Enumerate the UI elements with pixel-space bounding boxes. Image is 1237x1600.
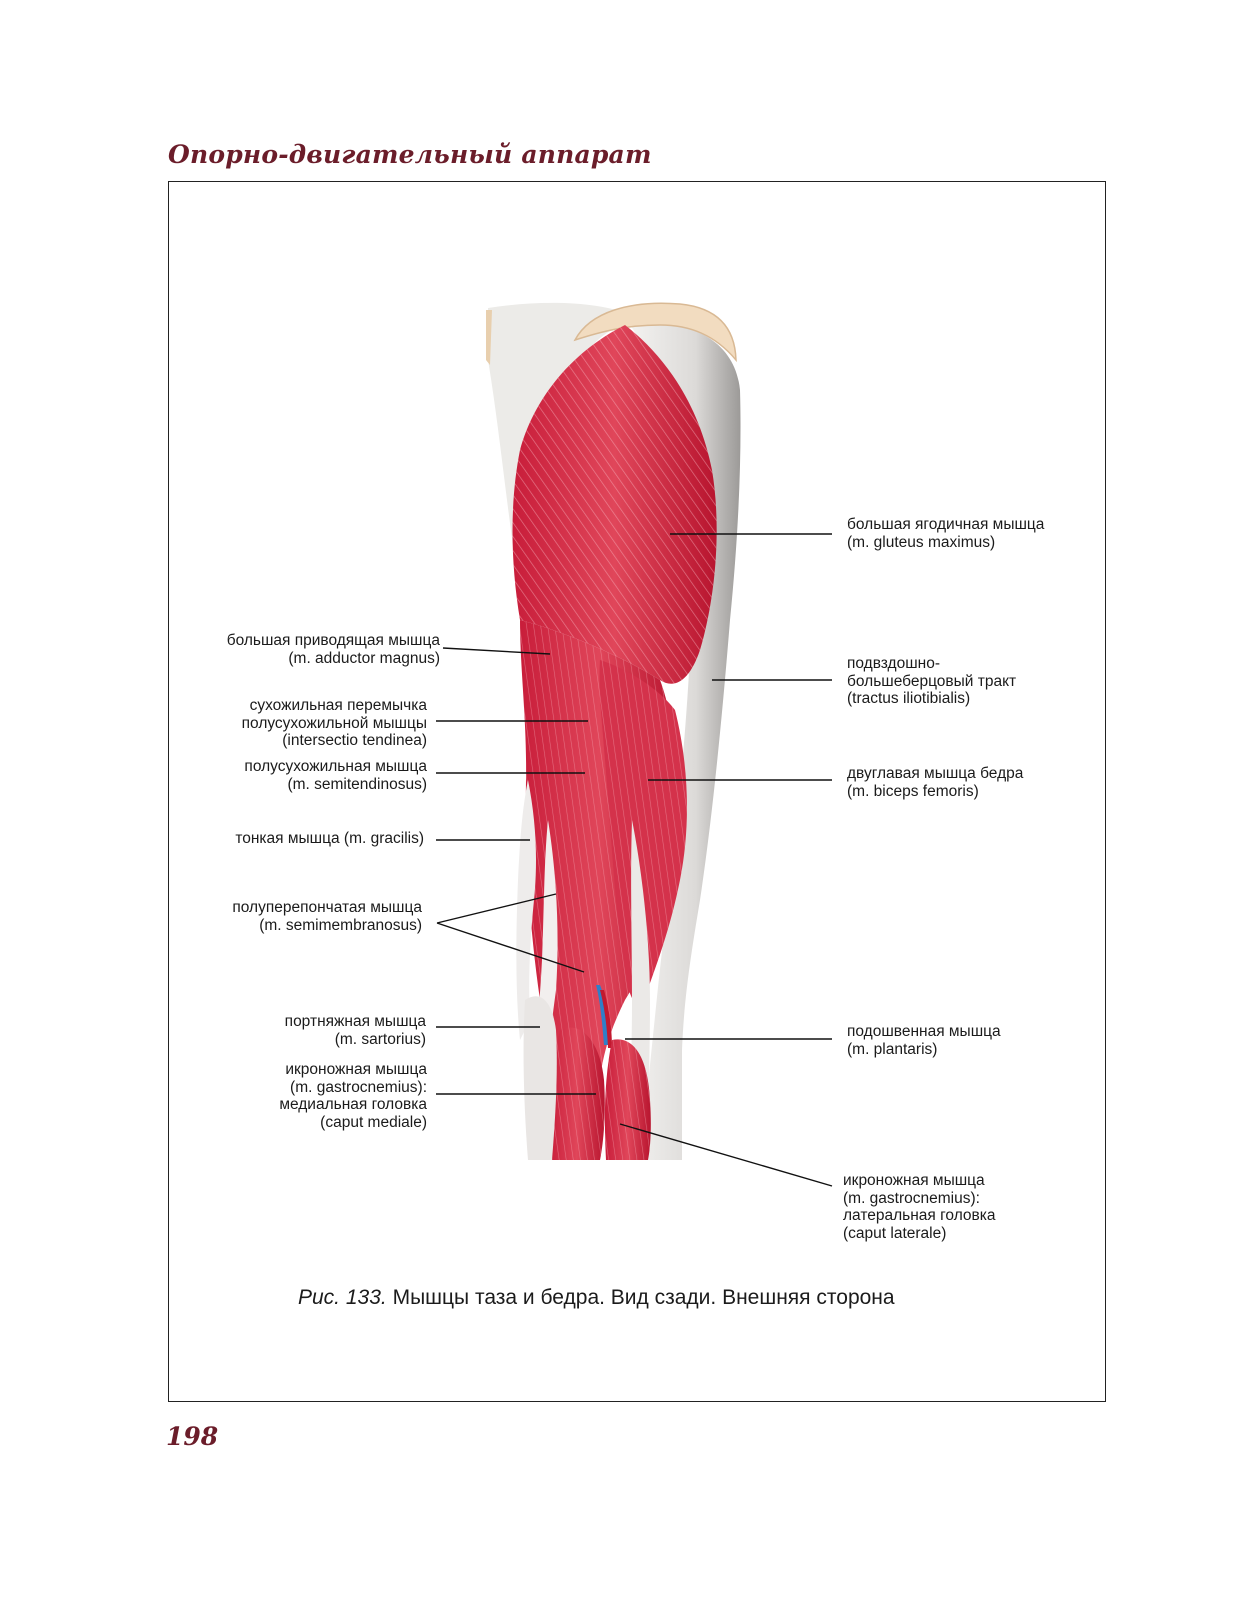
- label-biceps-femoris: двуглавая мышца бедра (m. biceps femoris): [847, 765, 1024, 800]
- label-semitendinosus: полусухожильная мышца (m. semitendinosus): [244, 758, 427, 793]
- page-header-title: Опорно-двигательный аппарат: [168, 140, 652, 169]
- figure-caption: [298, 1286, 895, 1310]
- label-gracilis: тонкая мышца (m. gracilis): [235, 830, 424, 847]
- label-gluteus-maximus: большая ягодичная мышца (m. gluteus maximus): [847, 516, 1045, 551]
- page-number: 198: [166, 1422, 219, 1451]
- label-semimembranosus: полуперепончатая мышца (m. semimembranosus): [232, 899, 422, 934]
- label-adductor-magnus: большая приводящая мышца (m. adductor magnus): [226, 632, 440, 667]
- label-sartorius: портняжная мышца (m. sartorius): [284, 1013, 426, 1048]
- label-plantaris: подошвенная мышца (m. plantaris): [847, 1023, 1001, 1058]
- figure-caption-number: Рис. 133.: [298, 1286, 387, 1309]
- figure-caption-text: Мышцы таза и бедра. Вид сзади. Внешняя сторона: [392, 1286, 895, 1309]
- label-intersectio-tendinea: сухожильная перемычка полусухожильной мышцы (intersectio tendinea): [241, 697, 427, 749]
- sartorius-shape: [524, 996, 557, 1160]
- label-iliotibial-tract: подвздошно- большеберцовый тракт (tractus iliotibialis): [847, 655, 1017, 707]
- label-gastrocnemius-lateral: икроножная мышца (m. gastrocnemius): латеральная головка (caput laterale): [843, 1172, 996, 1242]
- label-gastrocnemius-medial: икроножная мышца (m. gastrocnemius): медиальная головка (caput mediale): [279, 1061, 427, 1131]
